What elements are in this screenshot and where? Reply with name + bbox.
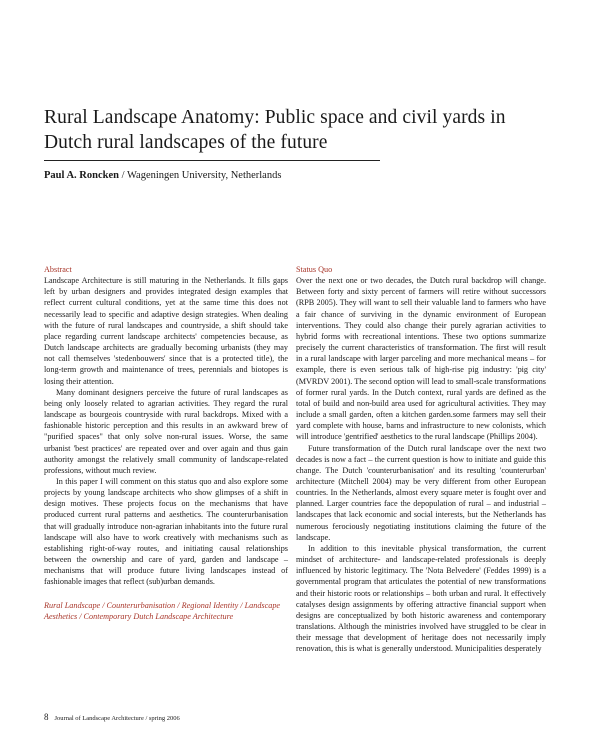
status-quo-column [296, 264, 546, 654]
page-number: 8 [44, 712, 49, 722]
author-affiliation: / Wageningen University, Netherlands [118, 170, 282, 181]
author-line [44, 170, 281, 181]
keywords: Rural Landscape / Counterurbanisation / Regional Identity / Landscape Aesthetics / Contemporary Dutch Landscape Architecture [44, 600, 281, 621]
title-divider [44, 160, 380, 161]
abstract-heading: Abstract [44, 265, 72, 274]
article-title: Rural Landscape Anatomy: Public space and civil yards in Dutch rural landscapes of the future [44, 107, 506, 153]
body-paragraph: In addition to this inevitable physical transformation, the current mindset of architecture- and landscape-related professionals is deeply influenced by historic legitimacy. The 'Nota Belvedere' (Feddes 1999) is a governmental program that articulates the potential of new transformations and their historic roots or relationships – both urban and rural. It effectively catalyses design assignments by offering attractive financial support when designs are conceptualized by both historic awareness and contemporary translations. Although the ministries involved have struggled to be clear in their message that development of heritage does not necessarily imply renovation, this is what is generally understood. Municipalities desperately [296, 543, 546, 654]
abstract-paragraph: In this paper I will comment on this status quo and also explore some projects by young landscape architects who show glimpses of a shift in design motives. These projects focus on the mechanisms that have produced current rural patterns and aesthetics. The counterurbanisation that will gradually introduce non-agrarian inhabitants into the future rural landscape will also have to work creatively with mechanisms such as establishing right-of-way routes, and initiating causal relationships between the ownership and care of yard, garden and landscape – mechanisms that will produce future living landscapes instead of fashionable images that reflect (sub)urban demands. [44, 476, 288, 587]
abstract-paragraph: Landscape Architecture is still maturing in the Netherlands. It fills gaps left by urban designers and provides integrated design examples that reflect current cultural conditions, yet at the same time this does not necessarily lead to specific and adaptive design strategies. When dealing with the future of rural landscapes and countryside, a shift should take place regarding current landscape architects' competencies because, as Dutch landscape architects are gradually becoming urbanists (they may not call themselves 'stedenbouwers' since that is a protected title), the long-term growth and maintenance of trees, perennials and biotopes is losing their attention. [44, 276, 288, 386]
abstract-paragraph: Many dominant designers perceive the future of rural landscapes as being only loosely related to agrarian activities. They regard the rural landscape as bourgeois countryside with rural backdrops. Mixed with a fashionable historic perception and this results in an awkward brew of "purified spaces" that only solve non-rural issues. Worse, the same urbanist 'best practices' are repeated over and over again and thus gain authority amongst the relatively small community of landscape-related professions, without much review. [44, 387, 288, 475]
body-paragraph: Future transformation of the Dutch rural landscape over the next two decades is now a fact – the current question is how to initiate and guide this change. The Dutch 'counterurbanisation' and its resulting 'counterurban' architecture (Mitchell 2004) may be very different from other European countries. In the Netherlands, almost every square meter is fought over and planned. Larger countries face the depopulation of rural – and industrial – landscapes that lack economic and social interests, but the Netherlands has numerous ferociously negotiating institutions claiming the future of the landscape. [296, 443, 546, 542]
page-footer [44, 712, 180, 722]
body-paragraph: Over the next one or two decades, the Dutch rural backdrop will change. Between forty and sixty percent of farmers will retire without successors (RPB 2005). They will want to sell their valuable land to farmers who have a fair chance of surviving in the dynamic environment of European interventions. They could also change their purely agrarian activities to hybrid forms with recreational intentions. These two options summarize precisely the current characteristics of transformation. The first will result in a rural landscape with larger parceling and more mechanical means – for example, there is even serious talk of high-rise pig industry: 'pig city' (MVRDV 2001). The second option will lead to small-scale transformations of former rural yards. In the Dutch context, rural yards are defined as the total of build and non-build area used for agricultural activities. They may include a small garden, often a kitchen garden.some farmers may sell their yard complete with house, barns and infrastructure to new colonists, which will introduce 'gentrified' aesthetics to the rural landscape (Phillips 2004). [296, 276, 546, 442]
journal-name: Journal of Landscape Architecture / spring 2006 [54, 715, 180, 722]
abstract-column [44, 264, 288, 622]
author-name: Paul A. Roncken [44, 170, 119, 181]
status-quo-heading: Status Quo [296, 265, 333, 274]
